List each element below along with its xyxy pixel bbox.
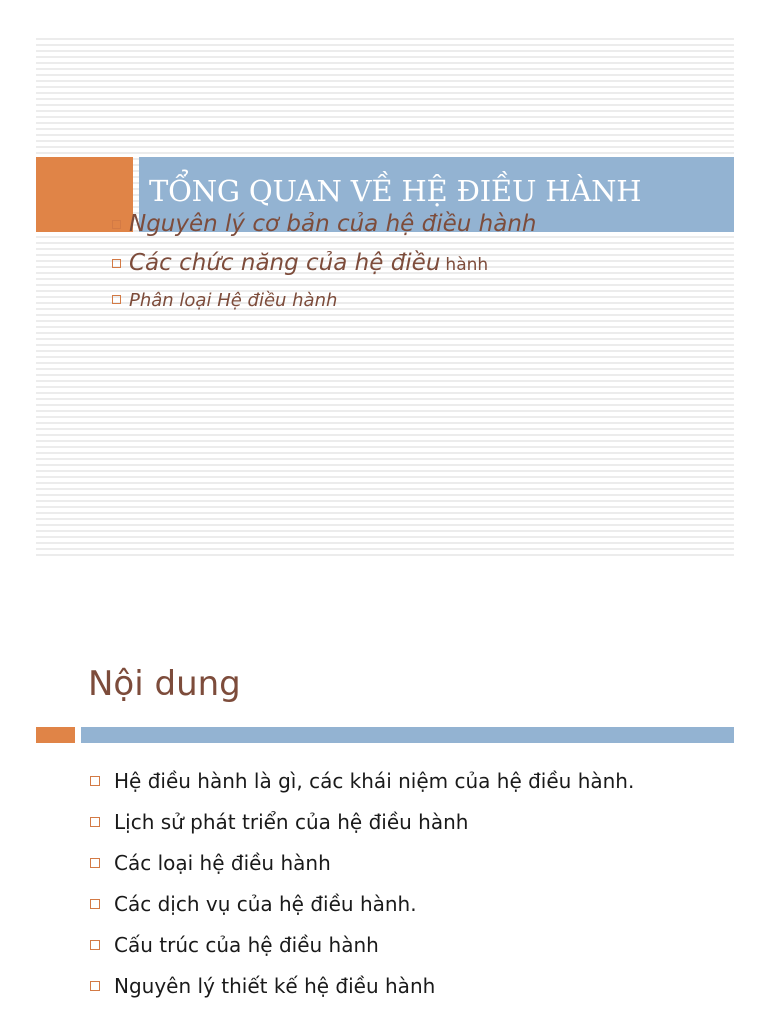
square-bullet-icon [90, 817, 100, 827]
list-item-text: Cấu trúc của hệ điều hành [114, 932, 379, 957]
list-item-text: Các loại hệ điều hành [114, 850, 331, 875]
content-list [90, 760, 634, 1006]
square-bullet-icon [90, 940, 100, 950]
slide-title-text: TỔNG QUAN VỀ HỆ ĐIỀU HÀNH [149, 174, 642, 208]
subtopic-list [112, 211, 536, 320]
list-item-text: Các dịch vụ của hệ điều hành. [114, 891, 417, 916]
list-item [90, 760, 634, 801]
list-item-text: Các chức năng của hệ điều [129, 250, 441, 276]
square-bullet-icon [90, 899, 100, 909]
list-item [90, 842, 634, 883]
square-bullet-icon [112, 259, 121, 268]
list-item-text: Hệ điều hành là gì, các khái niệm của hệ điều hành. [114, 768, 635, 793]
list-item-text: Nguyên lý thiết kế hệ điều hành [114, 973, 436, 998]
list-item [112, 211, 536, 250]
heading-accent-block [36, 727, 75, 743]
square-bullet-icon [90, 776, 100, 786]
content-heading: Nội dung [88, 664, 241, 704]
list-item [90, 801, 634, 842]
list-item [90, 883, 634, 924]
list-item-suffix: hành [445, 255, 489, 275]
square-bullet-icon [112, 295, 121, 304]
list-item [90, 924, 634, 965]
heading-divider-bar [81, 727, 734, 743]
list-item [112, 250, 536, 290]
list-item-text: Phân loại Hệ điều hành [129, 290, 338, 311]
square-bullet-icon [90, 981, 100, 991]
list-item [112, 290, 536, 320]
list-item [90, 965, 634, 1006]
list-item-text: Nguyên lý cơ bản của hệ điều hành [129, 211, 537, 237]
list-item-text: Lịch sử phát triển của hệ điều hành [114, 809, 469, 834]
square-bullet-icon [90, 858, 100, 868]
square-bullet-icon [112, 220, 121, 229]
